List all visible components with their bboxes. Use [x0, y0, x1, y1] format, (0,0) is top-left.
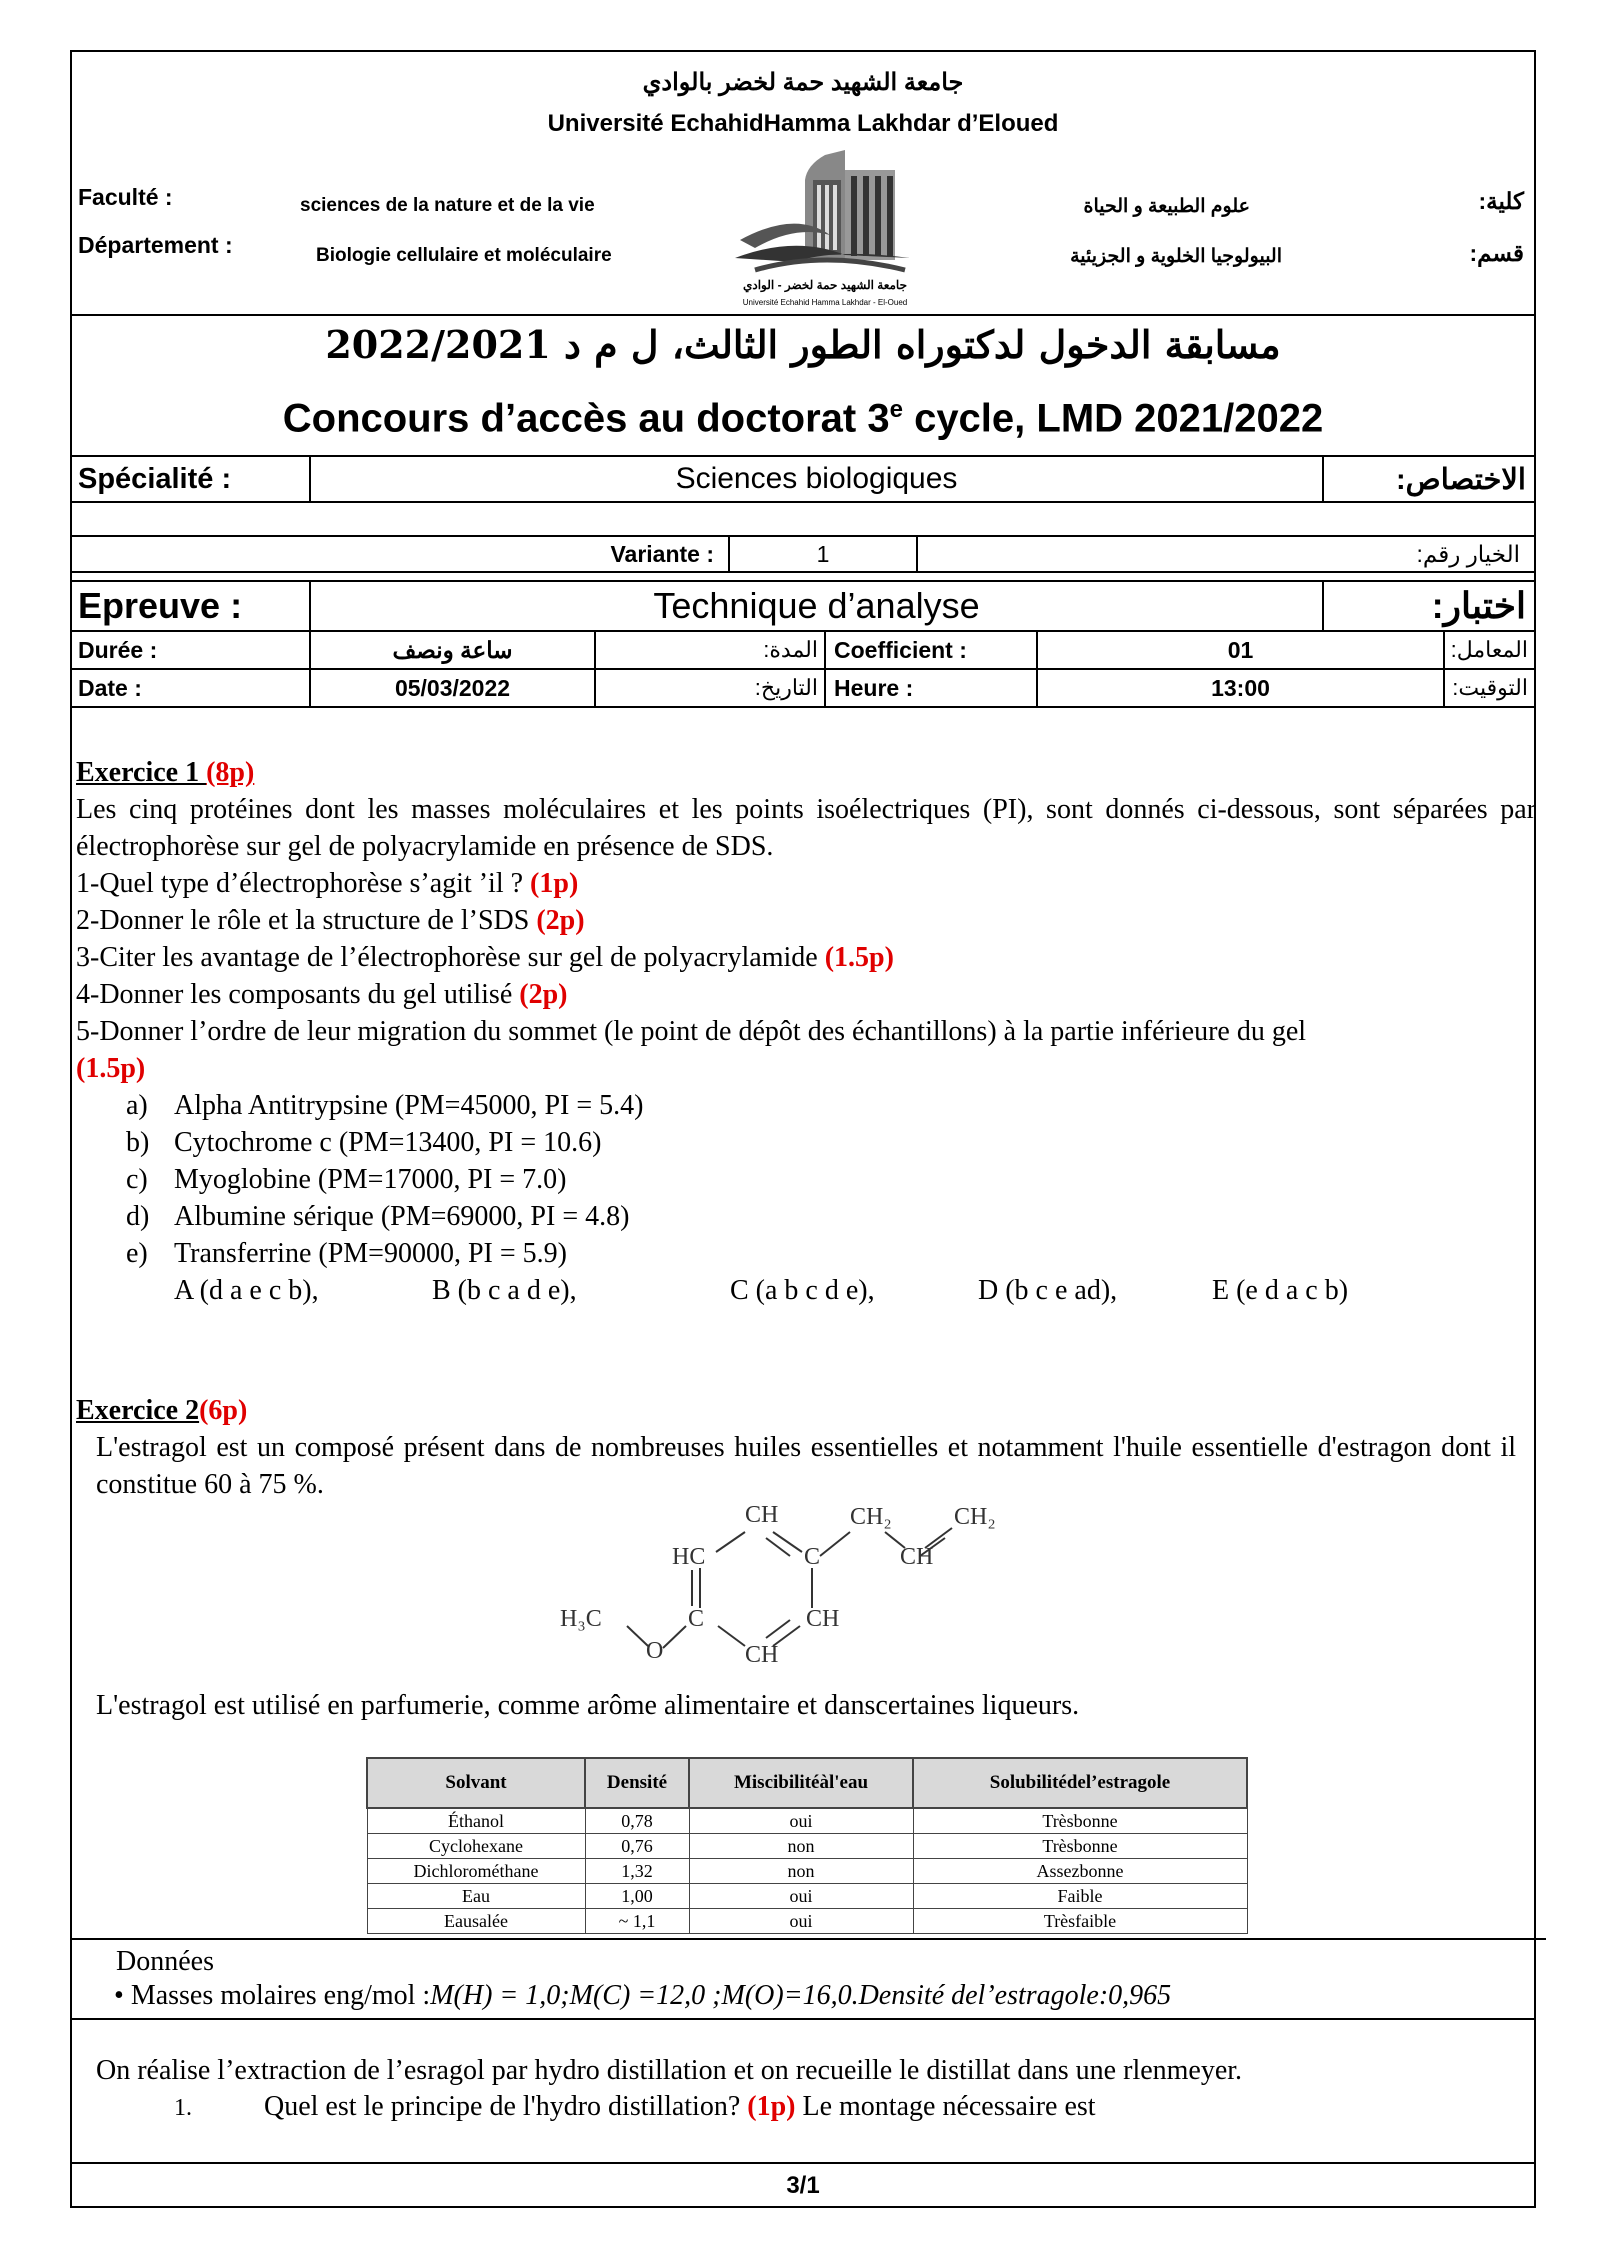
- duree-label: Durée :: [70, 630, 311, 670]
- duree-value: ساعة ونصف: [309, 630, 596, 670]
- faculte-ar-value: علوم الطبيعة و الحياة: [1083, 196, 1250, 217]
- table-cell: oui: [689, 1884, 913, 1909]
- table-cell: Eau: [367, 1884, 585, 1909]
- heure-label: Heure :: [824, 668, 1038, 708]
- question-5: 5-Donner l’ordre de leur migration du sommet (le point de dépôt des échantillons) à la partie inférieure du gel: [76, 1016, 1307, 1047]
- list-item: e) Transferrine (PM=90000, PI = 5.9): [126, 1238, 567, 1269]
- divider: [70, 2162, 1536, 2164]
- table-cell: 0,78: [585, 1808, 689, 1834]
- table-cell: oui: [689, 1909, 913, 1934]
- solvent-table: [366, 1757, 1248, 1934]
- atom-ch2-terminal: CH₂: [954, 1504, 996, 1530]
- variante-value: 1: [728, 535, 918, 573]
- table-cell: Dichlorométhane: [367, 1859, 585, 1884]
- column-header: Solvant: [367, 1758, 585, 1808]
- specialite-value: Sciences biologiques: [309, 455, 1324, 503]
- exercise-2-title: Exercice 2(6p): [76, 1395, 248, 1426]
- logo-caption-fr: Université Echahid Hamma Lakhdar - El-Oued: [742, 298, 908, 307]
- table-cell: non: [689, 1834, 913, 1859]
- extraction-text: On réalise l’extraction de l’esragol par hydro distillation et on recueille le distillat dans une rlenmeyer.: [96, 2055, 1243, 2086]
- atom-ch-top: CH: [745, 1502, 779, 1528]
- table-cell: Trèsfaible: [913, 1909, 1247, 1934]
- departement-label: Département :: [78, 232, 233, 258]
- choice-c: C (a b c d e),: [730, 1275, 875, 1306]
- divider: [70, 314, 1536, 316]
- epreuve-ar-label: اختبار:: [1322, 580, 1536, 632]
- university-logo: [735, 140, 915, 315]
- table-cell: non: [689, 1859, 913, 1884]
- choice-e: E (e d a c b): [1212, 1275, 1349, 1306]
- choice-a: A (d a e c b),: [174, 1275, 319, 1306]
- table-row: [367, 1859, 1247, 1884]
- table-cell: Assezbonne: [913, 1859, 1247, 1884]
- table-header-row: [367, 1758, 1247, 1808]
- date-value: 05/03/2022: [309, 668, 596, 708]
- logo-caption-ar: جامعة الشهيد حمة لخضر - الوادي: [742, 278, 907, 292]
- faculte-ar-label: كلية:: [1478, 188, 1524, 214]
- list-item: c) Myoglobine (PM=17000, PI = 7.0): [126, 1164, 567, 1195]
- atom-h3c: H₃C: [560, 1606, 602, 1632]
- ex2-question-1: 1. Quel est le principe de l'hydro distillation? (1p) Le montage nécessaire est: [174, 2091, 1096, 2122]
- university-name-fr: Université EchahidHamma Lakhdar d’Eloued: [547, 110, 1059, 137]
- question-3: 3-Citer les avantage de l’électrophorèse sur gel de polyacrylamide (1.5p): [76, 942, 894, 973]
- departement-value: Biologie cellulaire et moléculaire: [316, 245, 612, 266]
- table-cell: Éthanol: [367, 1808, 585, 1834]
- answer-choices: [76, 1272, 1536, 1309]
- protein-list: [76, 1087, 1536, 1272]
- question-5-points: (1.5p): [76, 1053, 146, 1084]
- exercise-2-intro: L'estragol est un composé présent dans de nombreuses huiles essentielles et notamment l'huile essentielle d'estragon dont il constitue 60 à 75 %.: [96, 1432, 1516, 1500]
- divider: [70, 2018, 1536, 2020]
- table-cell: 1,00: [585, 1884, 689, 1909]
- donnees-title: Données: [116, 1946, 214, 1977]
- heure-ar-label: التوقيت:: [1443, 668, 1536, 708]
- title-fr: Concours d’accès au doctorat 3e cycle, LMD 2021/2022: [282, 396, 1324, 441]
- atom-ch-bottom: CH: [745, 1642, 779, 1668]
- atom-o: O: [646, 1638, 664, 1664]
- question-1: 1-Quel type d’électrophorèse s’agit ’il ? (1p): [76, 868, 579, 899]
- atom-ch2-chain: CH₂: [850, 1504, 892, 1530]
- table-cell: 1,32: [585, 1859, 689, 1884]
- epreuve-value: Technique d’analyse: [309, 580, 1324, 632]
- table-cell: Faible: [913, 1884, 1247, 1909]
- column-header: Densité: [585, 1758, 689, 1808]
- estragole-usage: L'estragol est utilisé en parfumerie, comme arôme alimentaire et danscertaines liqueurs.: [96, 1690, 1080, 1721]
- table-cell: Eausalée: [367, 1909, 585, 1934]
- university-name-ar: جامعة الشهيد حمة لخضر بالوادي: [642, 69, 964, 96]
- table-cell: Trèsbonne: [913, 1834, 1247, 1859]
- coefficient-value: 01: [1036, 630, 1445, 670]
- table-row: [367, 1909, 1247, 1934]
- table-row: [367, 1884, 1247, 1909]
- duree-ar-label: المدة:: [594, 630, 826, 670]
- date-label: Date :: [70, 668, 311, 708]
- epreuve-label: Epreuve :: [70, 580, 311, 632]
- donnees-masses: • Masses molaires eng/mol :M(H) = 1,0;M(C) =12,0 ;M(O)=16,0.Densité del’estragole:0,965: [114, 1980, 1172, 2011]
- atom-c-right: C: [804, 1544, 821, 1570]
- list-item: b) Cytochrome c (PM=13400, PI = 10.6): [126, 1127, 602, 1158]
- coefficient-label: Coefficient :: [824, 630, 1038, 670]
- atom-ch-vinyl: CH: [900, 1544, 934, 1570]
- column-header: Solubilitédel’estragole: [913, 1758, 1247, 1808]
- departement-ar-label: قسم:: [1469, 240, 1524, 266]
- table-cell: Cyclohexane: [367, 1834, 585, 1859]
- page-number: 3/1: [786, 2172, 820, 2199]
- table-row: [367, 1808, 1247, 1834]
- variante-label: Variante :: [70, 535, 730, 573]
- exercise-1: [76, 754, 1536, 1309]
- variante-ar-label: الخيار رقم:: [916, 535, 1536, 573]
- list-item: d) Albumine sérique (PM=69000, PI = 4.8): [126, 1201, 630, 1232]
- table-cell: Trèsbonne: [913, 1808, 1247, 1834]
- estragole-structure: [560, 1502, 1070, 1673]
- title-ar: مسابقة الدخول لدكتوراه الطور الثالث، ل م د 2022/2021: [325, 322, 1281, 367]
- faculte-value: sciences de la nature et de la vie: [300, 195, 595, 216]
- atom-c-bottom: C: [688, 1606, 705, 1632]
- heure-value: 13:00: [1036, 668, 1445, 708]
- departement-ar-value: البيولوجيا الخلوية و الجزيئية: [1070, 246, 1282, 267]
- coefficient-ar-label: المعامل:: [1443, 630, 1536, 670]
- table-cell: ~ 1,1: [585, 1909, 689, 1934]
- choice-d: D (b c e ad),: [978, 1275, 1118, 1306]
- atom-hc: HC: [672, 1544, 706, 1570]
- date-ar-label: التاريخ:: [594, 668, 826, 708]
- question-2: 2-Donner le rôle et la structure de l’SDS (2p): [76, 905, 585, 936]
- choice-b: B (b c a d e),: [432, 1275, 577, 1306]
- table-row: [367, 1834, 1247, 1859]
- table-cell: 0,76: [585, 1834, 689, 1859]
- column-header: Miscibilitéàl'eau: [689, 1758, 913, 1808]
- specialite-label: Spécialité :: [70, 455, 311, 503]
- exercise-1-title: Exercice 1 (8p): [76, 757, 255, 788]
- faculte-label: Faculté :: [78, 184, 173, 210]
- exercise-1-intro: Les cinq protéines dont les masses moléculaires et les points isoélectriques (PI), sont donnés ci-dessous, sont séparées par électrophorèse sur gel de polyacrylamide en présence de SDS.: [76, 794, 1536, 862]
- table-cell: oui: [689, 1808, 913, 1834]
- list-item: a) Alpha Antitrypsine (PM=45000, PI = 5.4): [126, 1090, 644, 1121]
- divider: [70, 1938, 1546, 1940]
- question-4: 4-Donner les composants du gel utilisé (2p): [76, 979, 568, 1010]
- atom-ch-right: CH: [806, 1606, 840, 1632]
- specialite-ar-label: الاختصاص:: [1322, 455, 1536, 503]
